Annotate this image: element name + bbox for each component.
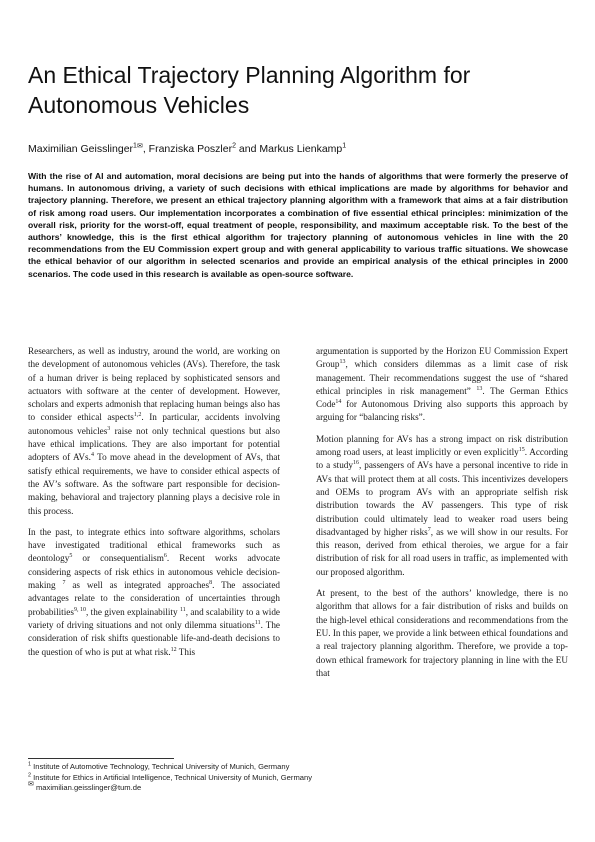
right-column xyxy=(316,345,568,688)
left-column xyxy=(28,345,280,667)
body-text: raise not only technical questions but also have ethical implications. They are also important for potential adopters of AVs. xyxy=(28,425,280,463)
citation: 12 xyxy=(170,646,177,653)
author-1: Maximilian Geisslinger xyxy=(28,143,134,155)
body-paragraph xyxy=(28,345,280,518)
footnote-text: maximilian.geisslinger@tum.de xyxy=(33,783,142,792)
citation: 7 xyxy=(62,579,66,586)
citation: 1,2 xyxy=(133,412,142,419)
citation: 15 xyxy=(518,447,525,454)
author-separator: and xyxy=(236,143,260,155)
citation: 11 xyxy=(254,619,261,626)
body-text: . According to a study xyxy=(316,447,568,471)
body-paragraph xyxy=(28,526,280,659)
footnote-marker: 1 xyxy=(28,761,32,768)
footnote-text: Institute of Automotive Technology, Technical University of Munich, Germany xyxy=(31,762,290,771)
author-separator: , xyxy=(142,143,149,155)
footnote-email: ✉ maximilian.geisslinger@tum.de xyxy=(28,781,142,792)
citation: 6 xyxy=(163,553,167,560)
abstract: With the rise of AI and automation, moral decisions are being put into the hands of algorithms that were formerly the preserve of humans. In autonomous driving, a variety of such decisions with ethical implications are made by algorithms for behavior and trajectory planning. Therefore, we present an ethical trajectory planning algorithm with a framework that aims at a fair distribution of risk among road users. Our implementation incorporates a combination of five essential ethical principles: minimization of the overall risk, priority for the worst-off, equal treatment of people, responsibility, and maximum acceptable risk. To the best of the authors’ knowledge, this is the first ethical algorithm for trajectory planning of autonomous vehicles in line with the 20 recommendations from the EU Commission expert group and with general applicability to various traffic situations. We showcase the ethical behavior of our algorithm in selected scenarios and provide an empirical analysis of the ethical principles in 2000 scenarios. The code used in this research is available as open-source software. xyxy=(28,171,568,279)
citation: 3 xyxy=(107,425,111,432)
body-paragraph xyxy=(316,433,568,579)
citation: 11 xyxy=(179,606,186,613)
body-text: . The German Ethics Code xyxy=(316,385,568,410)
footnote-marker: 2 xyxy=(28,771,32,778)
author-line: Maximilian Geisslinger$^1$✉, Franziska Poszler$^2$ and Markus Lienkamp$^1$ xyxy=(28,142,347,155)
body-text: . Recent works advocate considering aspects of risk ethics in autonomous vehicle decision-making xyxy=(28,553,280,591)
body-text: argumentation is supported by the Horizon EU Commission Expert Group xyxy=(316,346,568,370)
body-text: , as we will show in our results. For this reason, derived from ethical theroies, we argue for a fair distribution of risk for all road users in traffic, as implemented with our proposed algorithm. xyxy=(316,526,568,577)
body-text: To move ahead in the development of AVs, that satisfy ethical requirements, we have to consider ethical aspects of the AV’s software. As the software part responsible for decision-making, behavioral and trajectory planning plays a decisive role in this process. xyxy=(28,452,281,516)
body-text: as well as integrated approaches xyxy=(65,580,210,591)
citation: 5 xyxy=(69,553,73,560)
citation: 8 xyxy=(209,579,213,586)
author-2-affiliation: 2 xyxy=(232,142,237,150)
body-text: This xyxy=(176,646,196,657)
citation: 14 xyxy=(335,399,342,406)
body-text: for Autonomous Driving also supports this approach by arguing for “balancing risks”. xyxy=(316,399,568,423)
body-text: , and scalability to a wide variety of driving situations and not only dilemma situations xyxy=(28,606,281,630)
body-text: , which considers dilemmas as a limit case of risk management. Their recommendations suggest the use of “shared ethical principles in risk management” xyxy=(316,359,568,396)
author-1-affiliation: 1 xyxy=(133,142,137,150)
citation: 16 xyxy=(353,460,359,467)
citation: 4 xyxy=(90,452,94,459)
paper-title: An Ethical Trajectory Planning Algorithm for Autonomous Vehicles xyxy=(28,62,471,118)
body-text: . In particular, accidents involving autonomous vehicles xyxy=(28,412,280,436)
body-text: Researchers, as well as industry, around the world, are working on the development of autonomous vehicles (AVs). Therefore, the task of a human driver is being replaced by sophisticated sensors and actuators with software at the center of development. However, scholars and experts admonish that replacing human beings also has to consider ethical aspects xyxy=(28,346,280,423)
body-text: . The consideration of risk shifts questionable life-and-death decisions to the question of who is put at what risk. xyxy=(28,619,280,657)
author-3-affiliation: 1 xyxy=(342,142,347,150)
footnotes xyxy=(28,762,568,794)
body-text: In the past, to integrate ethics into software algorithms, scholars have investigated traditional ethical frameworks such as deontology xyxy=(28,526,280,564)
body-paragraph xyxy=(316,345,568,425)
body-text: At present, to the best of the authors’ knowledge, there is no algorithm that allows for a fair distribution of risks and builds on the high-level ethical considerations and recommendations from the EU. In this paper, we provide a link between ethical foundations and a real trajectory planning algorithm. Therefore, we provide a top-down ethical framework for trajectory planning in line with the EU that xyxy=(316,588,568,678)
body-text: or consequentialism xyxy=(72,553,164,564)
citation: 9, 10 xyxy=(73,606,87,613)
body-text: . The associated advantages relate to the consideration of uncertainties through probabilities xyxy=(28,580,281,617)
author-3: Markus Lienkamp xyxy=(259,143,343,155)
body-text: , the given explainability xyxy=(86,606,180,617)
footnote-affiliation-2 xyxy=(28,773,568,784)
footnote-affiliation-1 xyxy=(28,762,568,773)
citation: 7 xyxy=(427,526,431,533)
citation: 13 xyxy=(476,385,483,392)
body-paragraph xyxy=(316,587,568,680)
body-text: Motion planning for AVs has a strong impact on risk distribution among road users, at least implicitly or even explicitly xyxy=(316,433,568,458)
body-text: , passengers of AVs have a personal incentive to ride in AVs that will protect them at all costs. This incentivizes developers and OEMs to program AVs with an appropriate selfish risk distribution towards the AV passengers. This type of risk distribution could ultimately lead to weaker road users being disadvantaged by higher risks xyxy=(316,460,568,537)
footnote-text: Institute for Ethics in Artificial Intelligence, Technical University of Munich, Germany xyxy=(31,772,313,782)
citation: 13 xyxy=(339,359,346,366)
footnote-divider xyxy=(28,758,174,759)
author-2: Franziska Poszler xyxy=(148,143,233,155)
